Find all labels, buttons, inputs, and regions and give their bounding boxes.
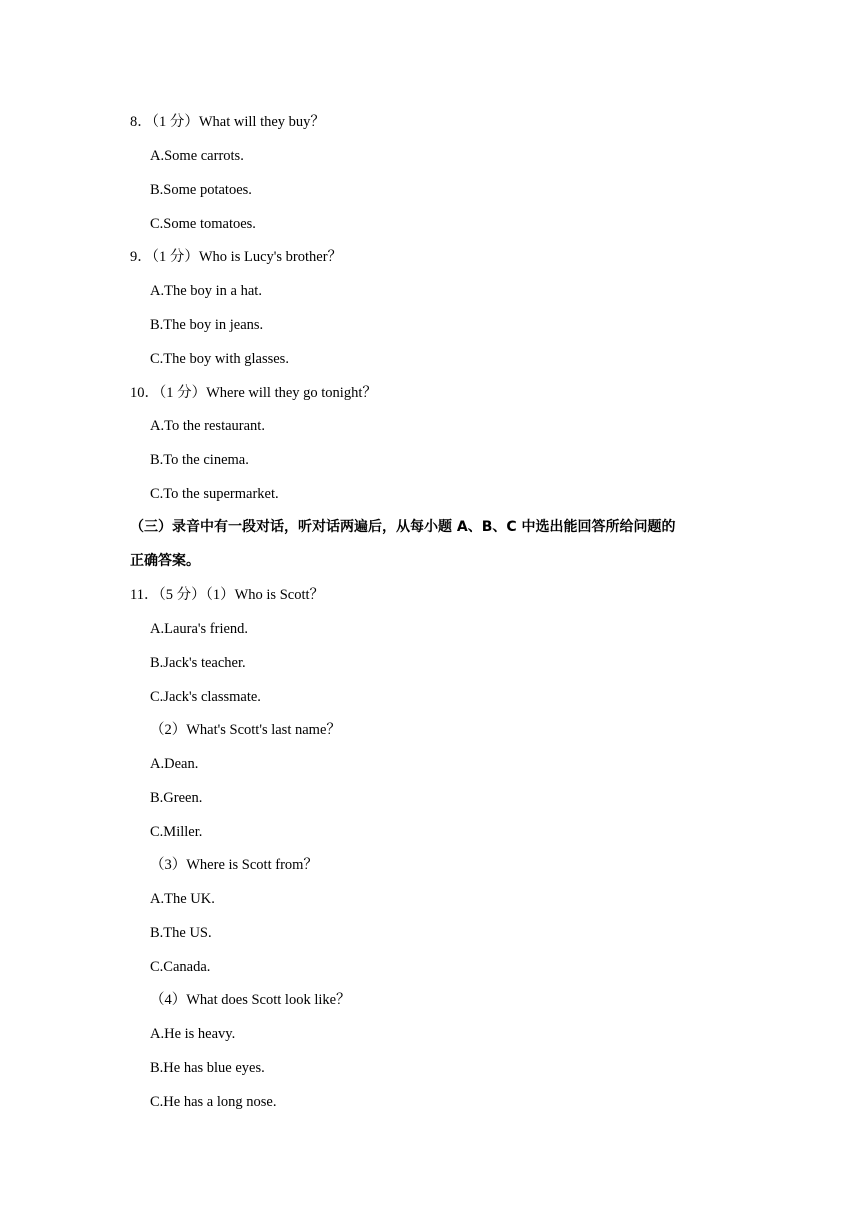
- section-3-heading-line-1: （三）录音中有一段对话，听对话两遍后，从每小题 A、B、C 中选出能回答所给问题的: [130, 519, 676, 535]
- section-3-heading-line-2: 正确答案。: [130, 553, 200, 569]
- question-11-3-stem: （3）Where is Scott from？: [150, 857, 318, 873]
- question-11-2-stem: （2）What's Scott's last name？: [150, 722, 341, 738]
- question-9-stem: 9．（1 分）Who is Lucy's brother？: [130, 249, 343, 265]
- question-11-1-option-b: B.Jack's teacher.: [150, 655, 246, 671]
- question-11-3-option-b: B.The US.: [150, 925, 212, 941]
- question-8-option-b: B.Some potatoes.: [150, 182, 252, 198]
- question-8-option-c: C.Some tomatoes.: [150, 216, 256, 232]
- question-8-option-a: A.Some carrots.: [150, 148, 244, 164]
- question-9-option-c: C.The boy with glasses.: [150, 351, 289, 367]
- question-10-option-c: C.To the supermarket.: [150, 486, 279, 502]
- question-11-4-option-b: B.He has blue eyes.: [150, 1060, 265, 1076]
- question-9-option-a: A.The boy in a hat.: [150, 283, 262, 299]
- question-10-option-b: B.To the cinema.: [150, 452, 249, 468]
- question-11-4-option-c: C.He has a long nose.: [150, 1094, 277, 1110]
- question-10-stem: 10．（1 分）Where will they go tonight？: [130, 385, 377, 401]
- question-11-4-option-a: A.He is heavy.: [150, 1026, 236, 1042]
- question-8-stem: 8．（1 分）What will they buy？: [130, 114, 325, 130]
- question-11-stem: 11．（5 分）（1）Who is Scott？: [130, 587, 325, 603]
- question-11-2-option-b: B.Green.: [150, 790, 203, 806]
- question-9-option-b: B.The boy in jeans.: [150, 317, 264, 333]
- question-11-2-option-c: C.Miller.: [150, 824, 203, 840]
- question-11-3-option-a: A.The UK.: [150, 891, 215, 907]
- question-11-2-option-a: A.Dean.: [150, 756, 199, 772]
- question-11-1-option-a: A.Laura's friend.: [150, 621, 249, 637]
- question-11-3-option-c: C.Canada.: [150, 959, 211, 975]
- question-11-1-option-c: C.Jack's classmate.: [150, 689, 261, 705]
- question-10-option-a: A.To the restaurant.: [150, 418, 265, 434]
- question-11-4-stem: （4）What does Scott look like？: [150, 992, 351, 1008]
